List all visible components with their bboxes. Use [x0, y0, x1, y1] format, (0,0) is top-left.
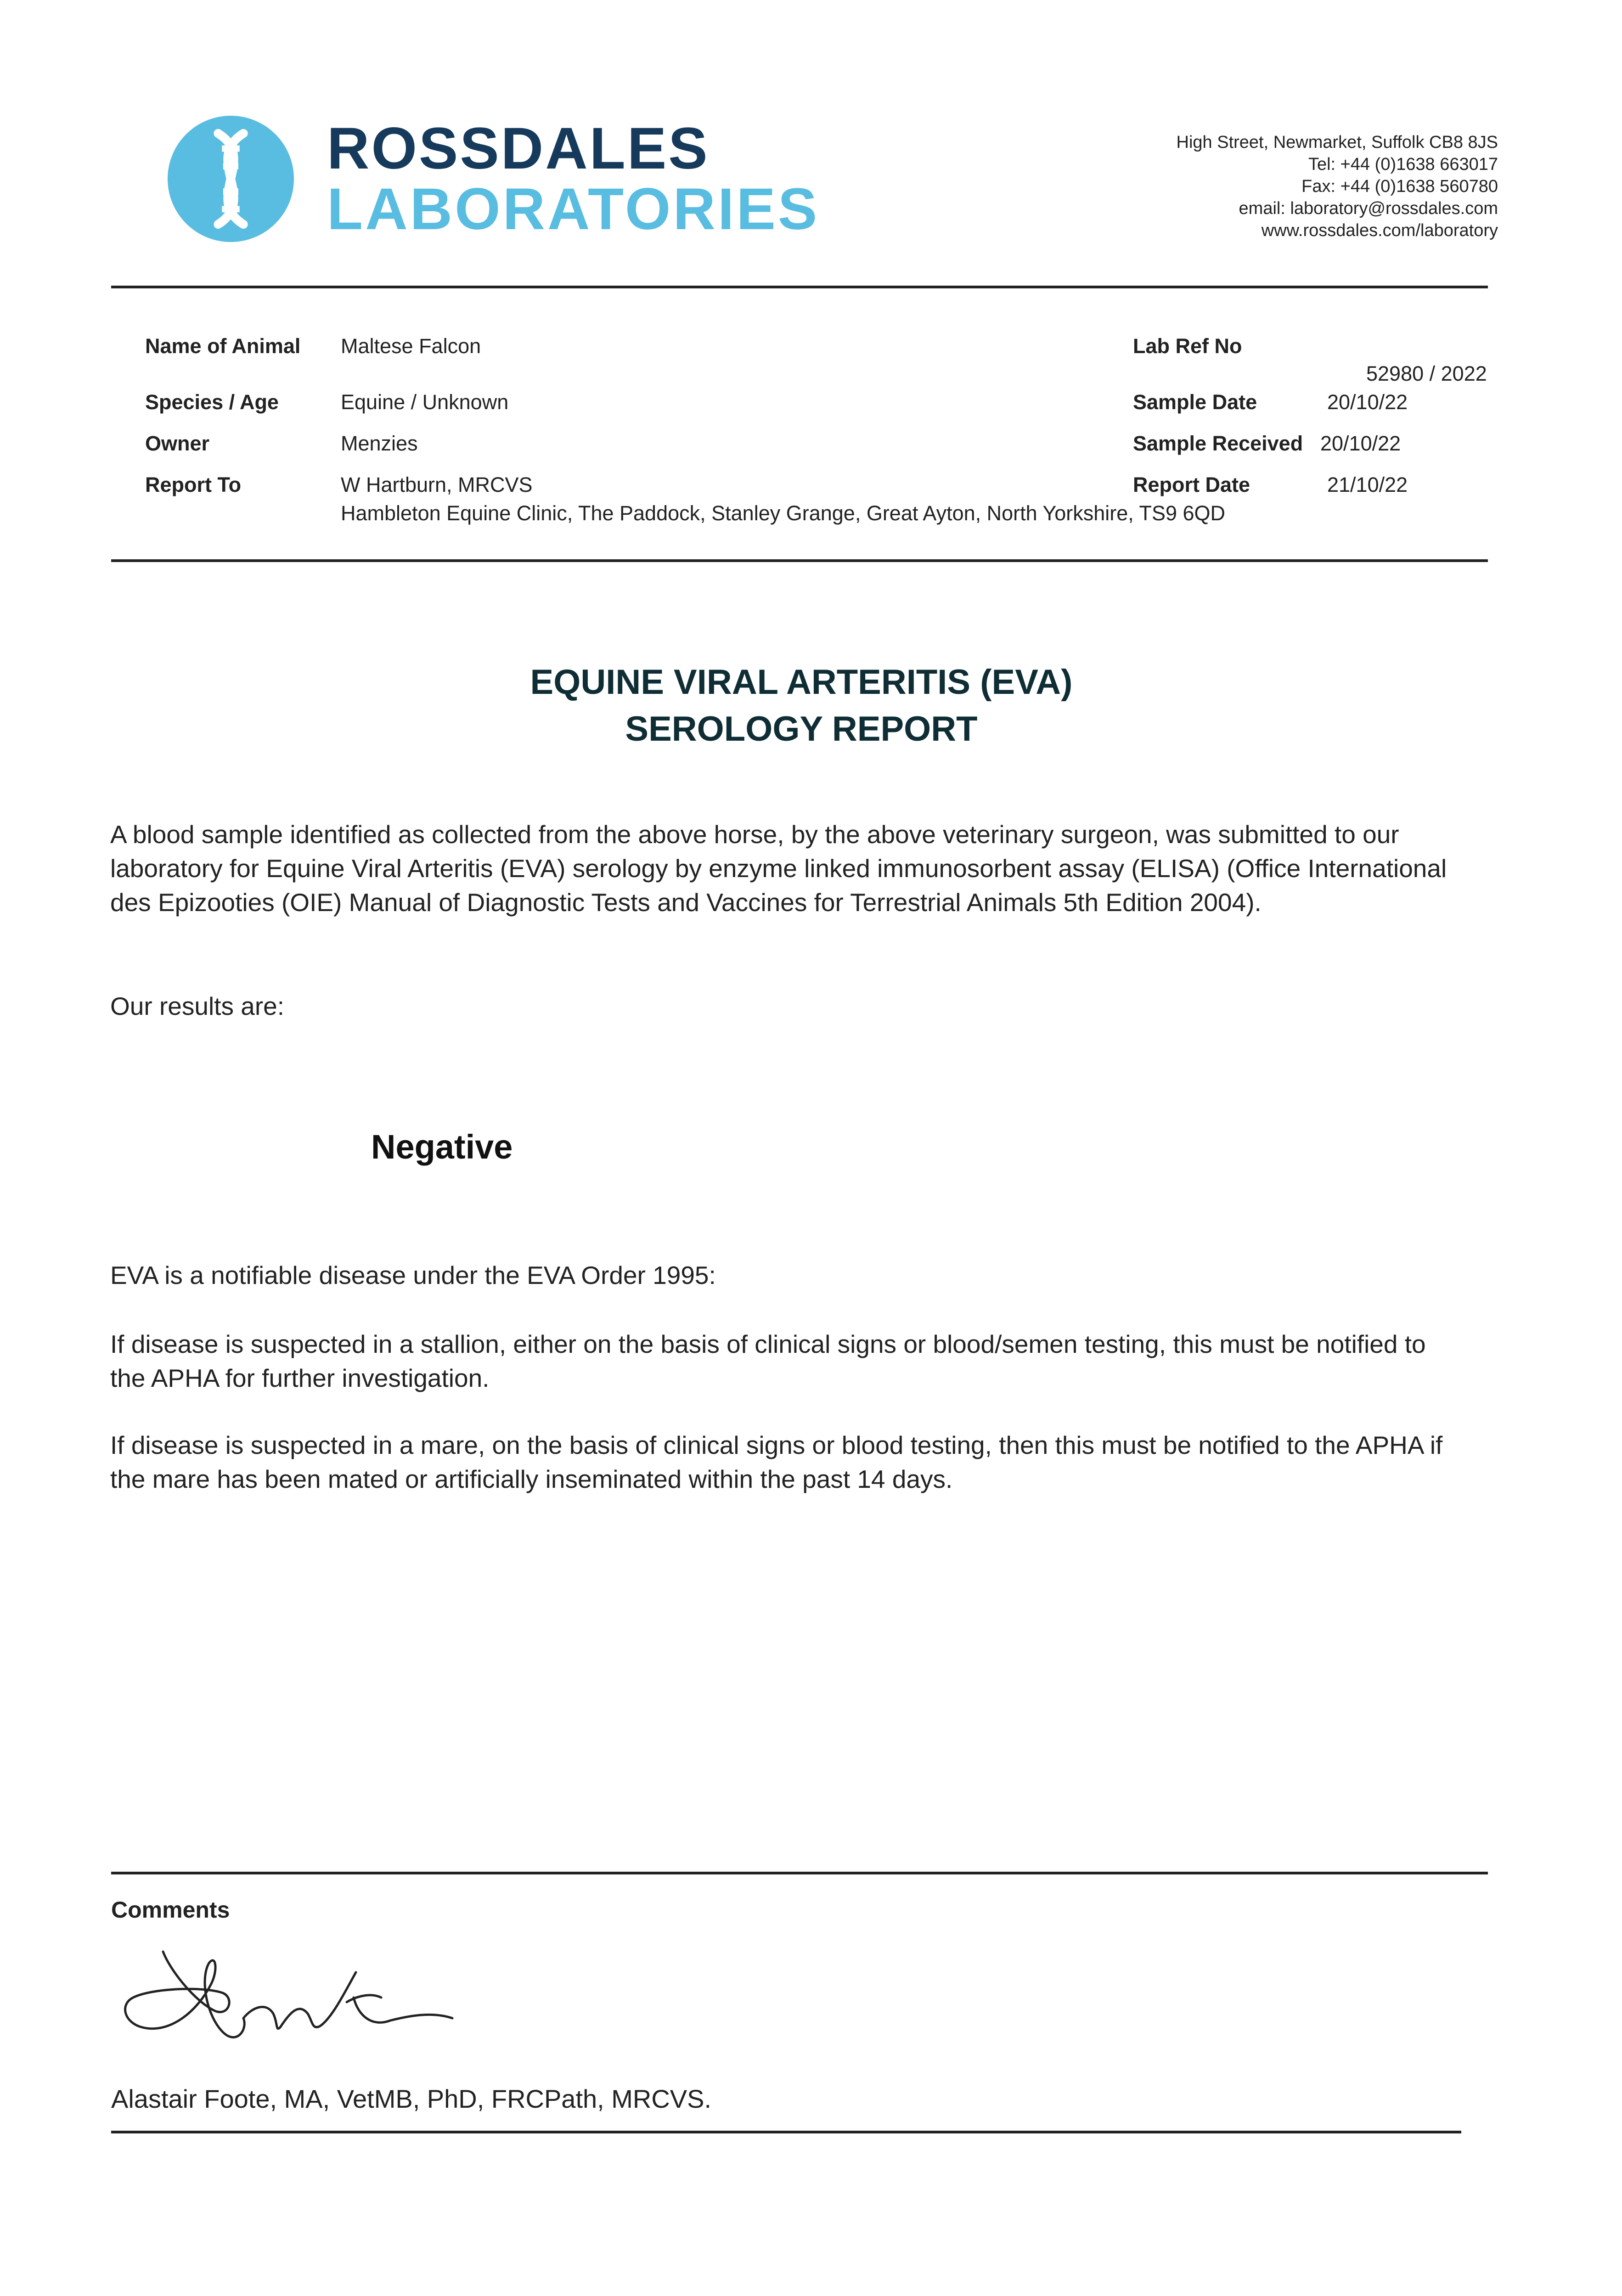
owner-value: Menzies: [341, 432, 418, 455]
report-to-address: Hambleton Equine Clinic, The Paddock, Stanley Grange, Great Ayton, North Yorkshire, TS9 6QD: [341, 501, 1226, 525]
signature-image: [115, 1929, 464, 2066]
report-title-line1: EQUINE VIRAL ARTERITIS (EVA): [530, 663, 1073, 702]
details-divider: [111, 559, 1488, 562]
report-date-value: 21/10/22: [1327, 473, 1408, 496]
sample-received-label: Sample Received: [1133, 432, 1303, 455]
stallion-note: If disease is suspected in a stallion, either on the basis of clinical signs or blood/semen testing, this must be notified to the APHA for further investigation.: [110, 1330, 1426, 1392]
lab-ref-value: 52980 / 2022: [1366, 362, 1487, 385]
report-to-label: Report To: [145, 473, 242, 496]
footer-divider: [111, 2131, 1461, 2133]
mare-note: If disease is suspected in a mare, on the basis of clinical signs or blood testing, then this must be notified to the APHA if the mare has been mated or artificially inseminated within the past 14 days.: [110, 1431, 1443, 1493]
signatory-name: Alastair Foote, MA, VetMB, PhD, FRCPath, MRCVS.: [111, 2084, 712, 2113]
notifiable-statement: EVA is a notifiable disease under the EVA Order 1995:: [110, 1261, 716, 1289]
name-value: Maltese Falcon: [341, 334, 481, 358]
report-title-line2: SEROLOGY REPORT: [625, 709, 978, 748]
sample-received-value: 20/10/22: [1320, 432, 1401, 455]
results-intro: Our results are:: [110, 992, 285, 1020]
address-fax: Fax: +44 (0)1638 560780: [1301, 177, 1498, 196]
comments-divider: [111, 1872, 1488, 1874]
sample-date-value: 20/10/22: [1327, 390, 1408, 414]
test-result: Negative: [371, 1128, 513, 1166]
dna-helix-icon: [168, 116, 294, 242]
owner-label: Owner: [145, 432, 210, 455]
lab-ref-label: Lab Ref No: [1133, 334, 1242, 358]
address-tel: Tel: +44 (0)1638 663017: [1308, 155, 1498, 174]
species-label: Species / Age: [145, 390, 279, 414]
report-to-value: W Hartburn, MRCVS: [341, 473, 533, 496]
address-website: www.rossdales.com/laboratory: [1261, 221, 1498, 240]
brand-name-line2: LABORATORIES: [327, 176, 820, 242]
lab-address: [1039, 131, 1498, 242]
name-label: Name of Animal: [145, 334, 301, 358]
comments-label: Comments: [111, 1897, 230, 1923]
address-street: High Street, Newmarket, Suffolk CB8 8JS: [1176, 133, 1498, 152]
address-email: email: laboratory@rossdales.com: [1239, 199, 1498, 218]
report-date-label: Report Date: [1133, 473, 1250, 496]
species-value: Equine / Unknown: [341, 390, 509, 414]
sample-date-label: Sample Date: [1133, 390, 1257, 414]
brand-name-line1: ROSSDALES: [327, 116, 710, 181]
header-divider: [111, 286, 1488, 288]
intro-paragraph: A blood sample identified as collected from the above horse, by the above veterinary surgeon, was submitted to our laboratory for Equine Viral Arteritis (EVA) serology by enzyme linked immunosorbent assay (ELISA) (Office International des Epizooties (OIE) Manual of Diagnostic Tests and Vaccines for Terrestrial Animals 5th Edition 2004).: [110, 820, 1447, 917]
